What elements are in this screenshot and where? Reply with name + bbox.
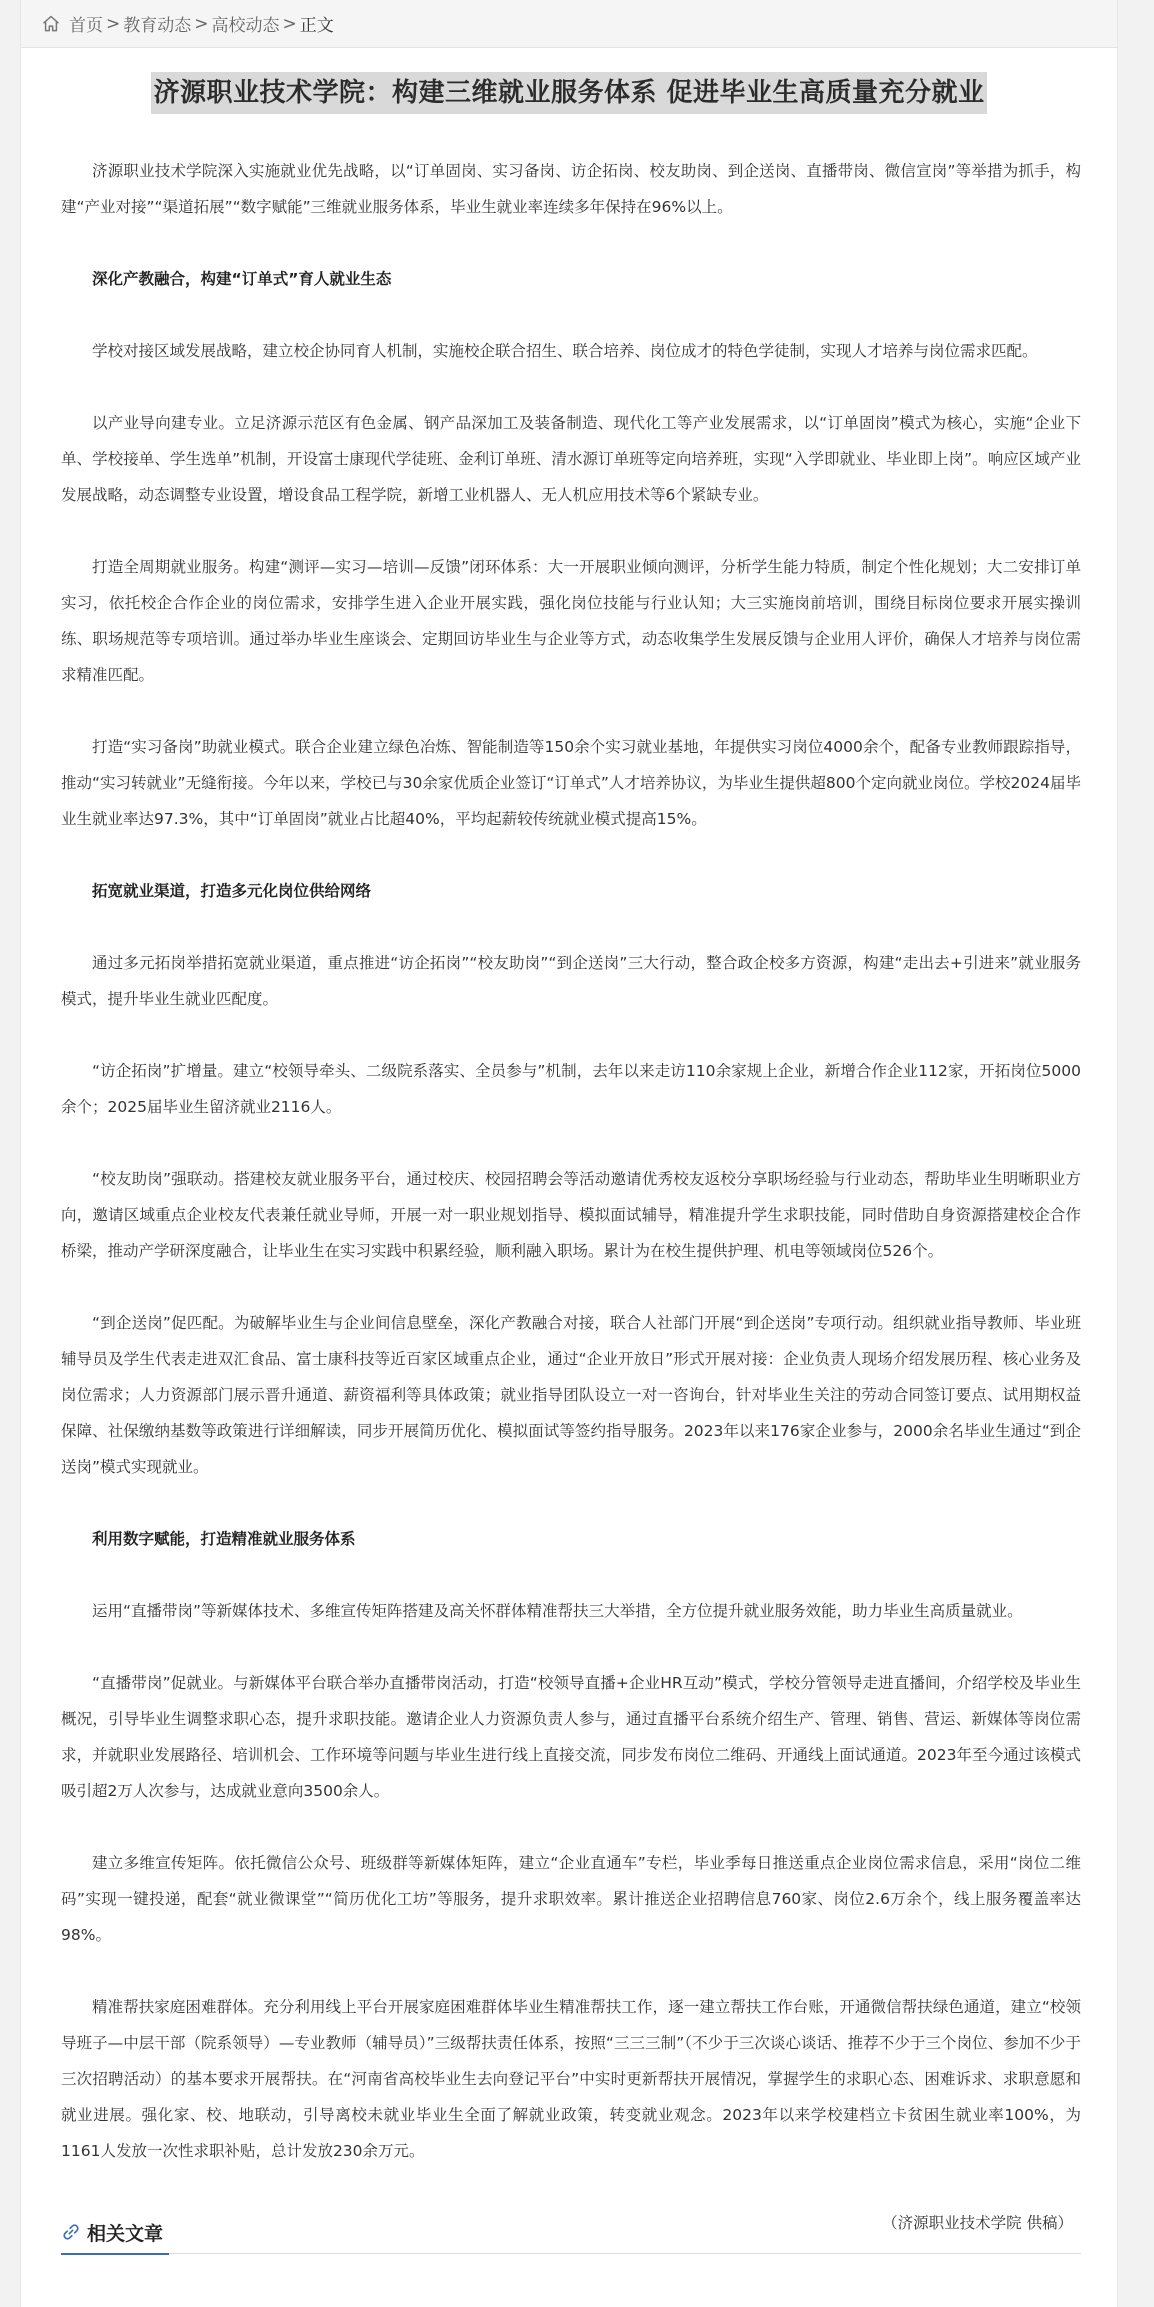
article-paragraph: “访企拓岗”扩增量。建立“校领导牵头、二级院系落实、全员参与”机制，去年以来走访110余家规上企业，新增合作企业112家，开拓岗位5000余个；2025届毕业生留济就业2116人。 [61,1062,1081,1116]
breadcrumb-current: 正文 [299,16,334,36]
related-articles-header[interactable] [61,2211,169,2255]
breadcrumb-home-link[interactable]: 首页 [69,16,103,36]
article-header [21,72,1117,114]
breadcrumb-separator: > [106,13,121,34]
article-paragraph: 建立多维宣传矩阵。依托微信公众号、班级群等新媒体矩阵，建立“企业直通车”专栏，毕业季每日推送重点企业岗位需求信息，采用“岗位二维码”实现一键投递，配套“就业微课堂”“简历优化工坊”等服务，提升求职效率。累计推送企业招聘信息760家、岗位2.6万余个，线上服务覆盖率达98%。 [61,1854,1081,1944]
article-paragraph: “直播带岗”促就业。与新媒体平台联合举办直播带岗活动，打造“校领导直播+企业HR互动”模式，学校分管领导走进直播间，介绍学校及毕业生概况，引导毕业生调整求职心态，提升求职技能。邀请企业人力资源负责人参与，通过直播平台系统介绍生产、管理、销售、营运、新媒体等岗位需求，并就职业发展路径、培训机会、工作环境等问题与毕业生进行线上直接交流，同步发布岗位二维码、开通线上面试通道。2023年至今通过该模式吸引超2万人次参与，达成就业意向3500余人。 [61,1674,1081,1800]
article-page [20,0,1118,2307]
breadcrumb-separator: > [282,13,297,34]
article-paragraph: 通过多元拓岗举措拓宽就业渠道，重点推进“访企拓岗”“校友助岗”“到企送岗”三大行动，整合政企校多方资源，构建“走出去+引进来”就业服务模式，提升毕业生就业匹配度。 [61,954,1081,1008]
breadcrumb-separator: > [194,13,209,34]
article-paragraph: “校友助岗”强联动。搭建校友就业服务平台，通过校庆、校园招聘会等活动邀请优秀校友返校分享职场经验与行业动态，帮助毕业生明晰职业方向，邀请区域重点企业校友代表兼任就业导师，开展一对一职业规划指导、模拟面试辅导，精准提升学生求职技能，同时借助自身资源搭建校企合作桥梁，推动产学研深度融合，让毕业生在实习实践中积累经验，顺利融入职场。累计为在校生提供护理、机电等领域岗位526个。 [61,1170,1081,1260]
section-heading: 深化产教融合，构建“订单式”育人就业生态 [92,270,392,288]
article-paragraph: 运用“直播带岗”等新媒体技术、多维宣传矩阵搭建及高关怀群体精准帮扶三大举措，全方位提升就业服务效能，助力毕业生高质量就业。 [92,1602,1023,1620]
home-icon[interactable] [41,14,61,34]
article-title: 济源职业技术学院：构建三维就业服务体系 促进毕业生高质量充分就业 [151,72,986,114]
breadcrumb-link-university-news[interactable]: 高校动态 [211,16,280,36]
article-paragraph: 学校对接区域发展战略，建立校企协同育人机制，实施校企联合招生、联合培养、岗位成才的特色学徒制，实现人才培养与岗位需求匹配。 [92,342,1038,360]
article-source: （济源职业技术学院 供稿） [882,2214,1073,2232]
section-heading: 拓宽就业渠道，打造多元化岗位供给网络 [92,882,372,900]
related-articles-label: 相关文章 [87,2222,164,2245]
article-paragraph: 打造全周期就业服务。构建“测评—实习—培训—反馈”闭环体系：大一开展职业倾向测评，分析学生能力特质，制定个性化规划；大二安排订单实习，依托校企合作企业的岗位需求，安排学生进入企业开展实践，强化岗位技能与行业认知；大三实施岗前培训，围绕目标岗位要求开展实操训练、职场规范等专项培训。通过举办毕业生座谈会、定期回访毕业生与企业等方式，动态收集学生发展反馈与企业用人评价，确保人才培养与岗位需求精准匹配。 [61,558,1081,684]
article-paragraph: 以产业导向建专业。立足济源示范区有色金属、钢产品深加工及装备制造、现代化工等产业发展需求，以“订单固岗”模式为核心，实施“企业下单、学校接单、学生选单”机制，开设富士康现代学徒班、金利订单班、清水源订单班等定向培养班，实现“入学即就业、毕业即上岗”。响应区域产业发展战略，动态调整专业设置，增设食品工程学院，新增工业机器人、无人机应用技术等6个紧缺专业。 [61,414,1081,504]
section-heading: 利用数字赋能，打造精准就业服务体系 [92,1530,356,1548]
article-paragraph: “到企送岗”促匹配。为破解毕业生与企业间信息壁垒，深化产教融合对接，联合人社部门开展“到企送岗”专项行动。组织就业指导教师、毕业班辅导员及学生代表走进双汇食品、富士康科技等近百家区域重点企业，通过“企业开放日”形式开展对接：企业负责人现场介绍发展历程、核心业务及岗位需求；人力资源部门展示晋升通道、薪资福利等具体政策；就业指导团队设立一对一咨询台，针对毕业生关注的劳动合同签订要点、试用期权益保障、社保缴纳基数等政策进行详细解读，同步开展简历优化、模拟面试等签约指导服务。2023年以来176家企业参与，2000余名毕业生通过“到企送岗”模式实现就业。 [61,1314,1081,1476]
link-icon [61,2222,81,2242]
article-paragraph: 打造“实习备岗”助就业模式。联合企业建立绿色冶炼、智能制造等150余个实习就业基地，年提供实习岗位4000余个，配备专业教师跟踪指导，推动“实习转就业”无缝衔接。今年以来，学校已与30余家优质企业签订“订单式”人才培养协议，为毕业生提供超800个定向就业岗位。学校2024届毕业生就业率达97.3%，其中“订单固岗”就业占比超40%，平均起薪较传统就业模式提高15%。 [61,738,1081,828]
breadcrumb [21,0,1117,48]
related-articles-section [61,2213,1081,2254]
article-body [61,153,1081,2277]
article-paragraph: 精准帮扶家庭困难群体。充分利用线上平台开展家庭困难群体毕业生精准帮扶工作，逐一建立帮扶工作台账，开通微信帮扶绿色通道，建立“校领导班子—中层干部（院系领导）—专业教师（辅导员）”三级帮扶责任体系，按照“三三三制”（不少于三次谈心谈话、推荐不少于三个岗位、参加不少于三次招聘活动）的基本要求开展帮扶。在“河南省高校毕业生去向登记平台”中实时更新帮扶开展情况，掌握学生的求职心态、困难诉求、求职意愿和就业进展。强化家、校、地联动，引导离校未就业毕业生全面了解就业政策，转变就业观念。2023年以来学校建档立卡贫困生就业率100%，为1161人发放一次性求职补贴，总计发放230余万元。 [61,1998,1081,2160]
breadcrumb-link-education-news[interactable]: 教育动态 [123,16,192,36]
article-paragraph: 济源职业技术学院深入实施就业优先战略，以“订单固岗、实习备岗、访企拓岗、校友助岗、到企送岗、直播带岗、微信宣岗”等举措为抓手，构建“产业对接”“渠道拓展”“数字赋能”三维就业服务体系，毕业生就业率连续多年保持在96%以上。 [61,162,1081,216]
